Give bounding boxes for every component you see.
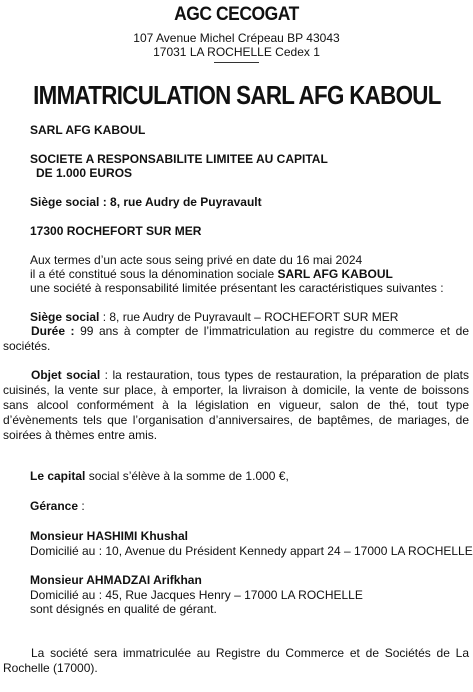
manager2-name: Monsieur AHMADZAI Arifkhan (30, 573, 202, 587)
manager2-address: Domicilié au : 45, Rue Jacques Henry – 17000 LA ROCHELLE (30, 588, 363, 602)
managers-note: sont désignés en qualité de gérant. (30, 602, 217, 616)
summary-city: 17300 ROCHEFORT SUR MER (30, 224, 202, 238)
capital-label: Le capital (30, 469, 86, 483)
capital-paragraph (30, 469, 289, 483)
manager1-address: Domicilié au : 10, Avenue du Président Kennedy appart 24 – 17000 LA ROCHELLE (30, 544, 473, 558)
duration-paragraph (3, 324, 469, 354)
object-label: Objet social (31, 368, 101, 382)
management-suffix: : (78, 499, 85, 513)
seat-label: Siège social (30, 310, 100, 324)
header-divider (214, 62, 259, 63)
intro-line3: une société à responsabilité limitée présentant les caractéristiques suivantes : (30, 281, 444, 295)
firm-address-line1: 107 Avenue Michel Crépeau BP 43043 (133, 31, 340, 45)
duration-value: 99 ans à compter de l’immatriculation au registre du commerce et de sociétés. (3, 324, 470, 353)
closing-paragraph (3, 646, 469, 676)
capital-value: social s’élève à la somme de 1.000 €, (85, 469, 289, 483)
duration-label: Durée : (31, 324, 75, 338)
management-label: Gérance (30, 499, 79, 513)
firm-address-line2: 17031 LA ROCHELLE Cedex 1 (153, 45, 320, 59)
company-name: SARL AFG KABOUL (30, 123, 146, 137)
company-form-line2: DE 1.000 EUROS (36, 166, 133, 180)
summary-seat: Siège social : 8, rue Audry de Puyravault (30, 195, 262, 209)
object-value: : la restauration, tous types de restauration, la préparation de plats cuisinés, la vente sur place, à emporter, la livraison à domicile, la vente de boissons sans alcool conformément à la législation en vigueur, salon de thé, tout type d’évènements tels que l’organisation d’anniversaires, de baptêmes, de mariages, de soirées à thèmes entre amis. (3, 368, 469, 442)
management-heading (30, 499, 85, 513)
closing-text: La société sera immatriculée au Registre du Commerce et de Sociétés de La Rochelle (17000). (3, 646, 469, 675)
notice-title: IMMATRICULATION SARL AFG KABOUL (33, 80, 441, 110)
firm-name: AGC CECOGAT (174, 4, 299, 25)
seat-paragraph (30, 310, 398, 324)
object-paragraph (3, 368, 469, 443)
intro-line2 (30, 267, 393, 281)
seat-value: : 8, rue Audry de Puyravault – ROCHEFORT SUR MER (99, 310, 399, 324)
intro-company-name: SARL AFG KABOUL (277, 267, 393, 281)
manager1-name: Monsieur HASHIMI Khushal (30, 529, 189, 543)
company-form-line1: SOCIETE A RESPONSABILITE LIMITEE AU CAPITAL (30, 152, 328, 166)
intro-line1: Aux termes d’un acte sous seing privé en date du 16 mai 2024 (30, 253, 363, 267)
intro-line2-prefix: il a été constitué sous la dénomination sociale (30, 267, 278, 281)
